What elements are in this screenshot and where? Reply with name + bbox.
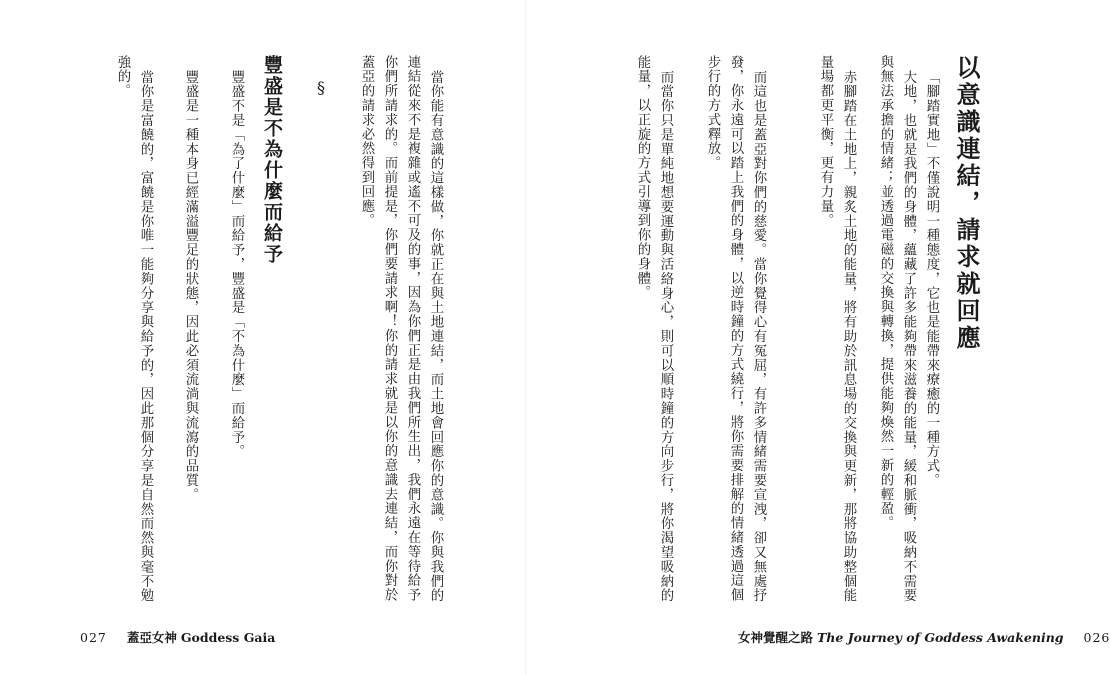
- body-paragraph: 蓋亞的請求必然得到回應。: [359, 55, 374, 228]
- body-paragraph: 步行的方式釋放。: [705, 55, 720, 171]
- body-paragraph: 赤腳踏在土地上，親炙土地的能量，將有助於訊息場的交換與更新，那將協助整個能: [841, 70, 856, 603]
- body-paragraph: 連結從來不是複雜或遙不可及的事，因為你們正是由我們所生出，我們永遠在等待給予: [405, 55, 420, 603]
- running-footer: [738, 628, 1110, 646]
- body-paragraph: 「腳踏實地」不僅說明一種態度，它也是能帶來療癒的一種方式。: [924, 70, 939, 488]
- page-number: 026: [1083, 630, 1110, 645]
- body-paragraph: 與無法承擔的情緒；並透過電磁的交換與轉換，提供能夠煥然一新的輕盈。: [878, 55, 893, 531]
- body-paragraph: 強的。: [115, 55, 130, 99]
- section-mark: §: [317, 78, 325, 97]
- left-page: [0, 0, 525, 675]
- body-paragraph: 能量，以正旋的方式引導到你的身體。: [635, 55, 650, 300]
- body-paragraph: 而這也是蓋亞對你們的慈愛。當你覺得心有冤屈，有許多情緒需要宣洩，卻又無處抒: [751, 70, 766, 603]
- body-paragraph: 而當你只是單純地想要運動與活絡身心，則可以順時鐘的方向步行，將你渴望吸納的: [658, 70, 673, 603]
- chapter-heading: 以意識連結，請求就回應: [952, 55, 981, 352]
- body-paragraph: 豐盛是一種本身已經滿溢豐足的狀態，因此必須流淌與流瀉的品質。: [183, 70, 198, 502]
- right-page: [526, 0, 1110, 675]
- footer-title: 女神覺醒之路: [738, 630, 814, 645]
- footer-title: 蓋亞女神: [126, 630, 177, 645]
- page-number: 027: [80, 630, 107, 645]
- footer-english-title: The Journey of Goddess Awakening: [817, 630, 1064, 645]
- footer-english-title: Goddess Gaia: [180, 630, 276, 645]
- section-heading: 豐盛是不為什麼而給予: [261, 55, 283, 265]
- body-paragraph: 當你是富饒的，富饒是你唯一能夠分享與給予的，因此那個分享是自然而然與毫不勉: [138, 70, 153, 603]
- body-paragraph: 發，你永遠可以踏上我們的身體，以逆時鐘的方式繞行，將你需要排解的情緒透過這個: [728, 55, 743, 603]
- body-paragraph: 你們所請求的。而前提是，你們要請求啊！你的請求就是以你的意識去連結，而你對於: [382, 55, 397, 603]
- body-paragraph: 量場都更平衡，更有力量。: [818, 55, 833, 228]
- body-paragraph: 當你能有意識的這樣做，你就正在與土地連結，而土地會回應你的意識。你與我們的: [428, 70, 443, 603]
- running-footer: [80, 628, 275, 646]
- body-paragraph: 大地，也就是我們的身體，蘊藏了許多能夠帶來滋養的能量，緩和脈衝，吸納不需要: [901, 70, 916, 603]
- body-paragraph: 豐盛不是「為了什麼」而給予，豐盛是「不為什麼」而給予。: [229, 70, 244, 459]
